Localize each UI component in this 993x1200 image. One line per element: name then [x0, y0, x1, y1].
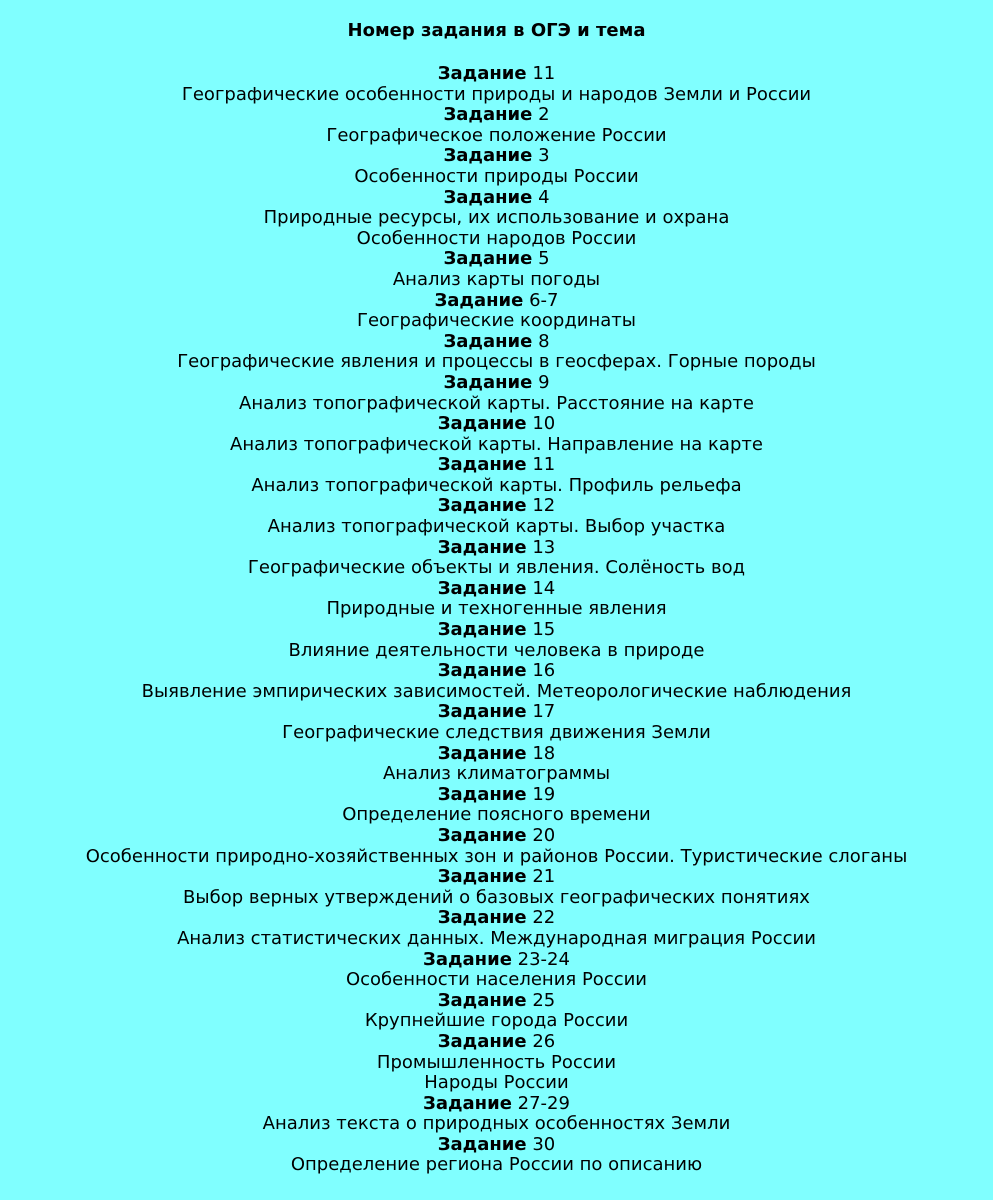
task-topic: Географические объекты и явления. Солёность вод — [247, 557, 746, 579]
task-number: 5 — [538, 248, 550, 270]
task-label: Задание — [437, 660, 527, 682]
task-label: Задание — [443, 330, 533, 352]
task-heading — [0, 146, 993, 167]
task-heading — [0, 496, 993, 517]
task-label: Задание — [437, 536, 527, 558]
task-topic: Анализ топографической карты. Выбор участка — [267, 516, 726, 538]
task-topic: Крупнейшие города России — [364, 1010, 629, 1032]
task-heading — [0, 661, 993, 682]
task-number: 27-29 — [517, 1092, 570, 1114]
task-label: Задание — [437, 577, 527, 599]
task-label: Задание — [443, 248, 533, 270]
task-topic: Выбор верных утверждений о базовых географических понятиях — [183, 886, 810, 908]
task-label: Задание — [423, 948, 512, 970]
task-list — [0, 64, 993, 1176]
task-label: Задание — [423, 1092, 512, 1114]
task-heading — [0, 991, 993, 1012]
task-heading — [0, 414, 993, 435]
task-heading — [0, 908, 993, 929]
task-topic: Анализ топографической карты. Направление на карте — [230, 433, 763, 455]
task-label: Задание — [437, 907, 527, 929]
task-topic: Особенности населения России — [345, 969, 648, 991]
task-label: Задание — [437, 413, 527, 435]
task-topic: Анализ климатограммы — [382, 763, 611, 785]
task-heading — [0, 373, 993, 394]
task-heading — [0, 188, 993, 209]
task-number: 26 — [532, 1030, 556, 1052]
task-topic: Определение поясного времени — [342, 804, 651, 826]
task-label: Задание — [437, 866, 527, 888]
task-heading — [0, 867, 993, 888]
task-number: 9 — [538, 371, 550, 393]
task-heading — [0, 538, 993, 559]
task-label: Задание — [437, 454, 527, 476]
task-number: 3 — [538, 145, 550, 167]
task-heading — [0, 1094, 993, 1115]
task-topic: Географическое положение России — [326, 124, 667, 146]
task-label: Задание — [437, 989, 527, 1011]
task-heading — [0, 1135, 993, 1156]
task-label: Задание — [443, 371, 533, 393]
task-heading — [0, 744, 993, 765]
task-topic: Географические явления и процессы в геосферах. Горные породы — [177, 351, 816, 373]
task-heading — [0, 1032, 993, 1053]
task-label: Задание — [437, 1030, 527, 1052]
task-topic: Природные и техногенные явления — [326, 598, 667, 620]
task-topic: Анализ карты погоды — [392, 268, 601, 290]
task-number: 14 — [532, 577, 556, 599]
task-label: Задание — [437, 1133, 527, 1155]
task-label: Задание — [437, 701, 527, 723]
task-heading — [0, 702, 993, 723]
task-label: Задание — [437, 63, 527, 84]
task-number: 19 — [532, 783, 556, 805]
task-number: 18 — [532, 742, 556, 764]
task-label: Задание — [443, 104, 533, 126]
task-number: 11 — [532, 454, 556, 476]
task-label: Задание — [437, 783, 527, 805]
task-number: 15 — [532, 619, 556, 641]
task-number: 8 — [538, 330, 550, 352]
task-label: Задание — [437, 495, 527, 517]
task-topic: Влияние деятельности человека в природе — [288, 639, 705, 661]
task-label: Задание — [443, 186, 533, 208]
task-number: 13 — [532, 536, 556, 558]
task-label: Задание — [434, 289, 524, 311]
task-topic: Промышленность России — [376, 1051, 617, 1073]
task-heading — [0, 64, 993, 85]
task-label: Задание — [437, 742, 527, 764]
task-topic: Особенности природы России — [354, 165, 639, 187]
task-heading — [0, 291, 993, 312]
task-heading — [0, 950, 993, 971]
task-number: 6-7 — [529, 289, 559, 311]
task-number: 2 — [538, 104, 550, 126]
task-number: 23-24 — [517, 948, 570, 970]
task-topic: Выявление эмпирических зависимостей. Метеорологические наблюдения — [141, 680, 852, 702]
task-label: Задание — [437, 619, 527, 641]
task-topic: Географические координаты — [357, 310, 636, 332]
task-number: 20 — [532, 824, 556, 846]
task-topic: Географические следствия движения Земли — [282, 722, 711, 743]
task-number: 17 — [532, 701, 556, 723]
task-label: Задание — [437, 824, 527, 846]
task-number: 12 — [532, 495, 556, 517]
task-topic: Анализ топографической карты. Расстояние на карте — [239, 392, 754, 414]
task-topic: Анализ статистических данных. Международная миграция России — [177, 927, 816, 949]
task-number: 21 — [532, 866, 556, 888]
task-number: 30 — [532, 1133, 556, 1155]
task-topic: Анализ топографической карты. Профиль рельефа — [251, 474, 742, 496]
document-title: Номер задания в ОГЭ и тема — [347, 20, 646, 41]
task-number: 16 — [532, 660, 556, 682]
task-label: Задание — [443, 145, 533, 167]
task-heading — [0, 455, 993, 476]
task-topic: Особенности природно-хозяйственных зон и районов России. Туристические слоганы — [85, 845, 908, 867]
task-heading — [0, 620, 993, 641]
task-heading — [0, 105, 993, 126]
task-heading — [0, 826, 993, 847]
task-heading — [0, 579, 993, 600]
task-heading — [0, 332, 993, 353]
task-number: 11 — [532, 63, 556, 84]
task-topic: Географические особенности природы и народов Земли и России — [181, 83, 812, 105]
task-heading — [0, 249, 993, 270]
task-topic: Анализ текста о природных особенностях Земли — [262, 1113, 731, 1135]
task-topic: Определение региона России по описанию — [290, 1154, 703, 1176]
task-topic: Особенности народов России — [356, 227, 637, 249]
task-number: 25 — [532, 989, 556, 1011]
task-number: 22 — [532, 907, 556, 929]
task-topic: Природные ресурсы, их использование и охрана — [263, 207, 730, 229]
task-topic: Народы России — [424, 1072, 569, 1094]
task-heading — [0, 785, 993, 806]
task-number: 10 — [532, 413, 556, 435]
task-number: 4 — [538, 186, 550, 208]
